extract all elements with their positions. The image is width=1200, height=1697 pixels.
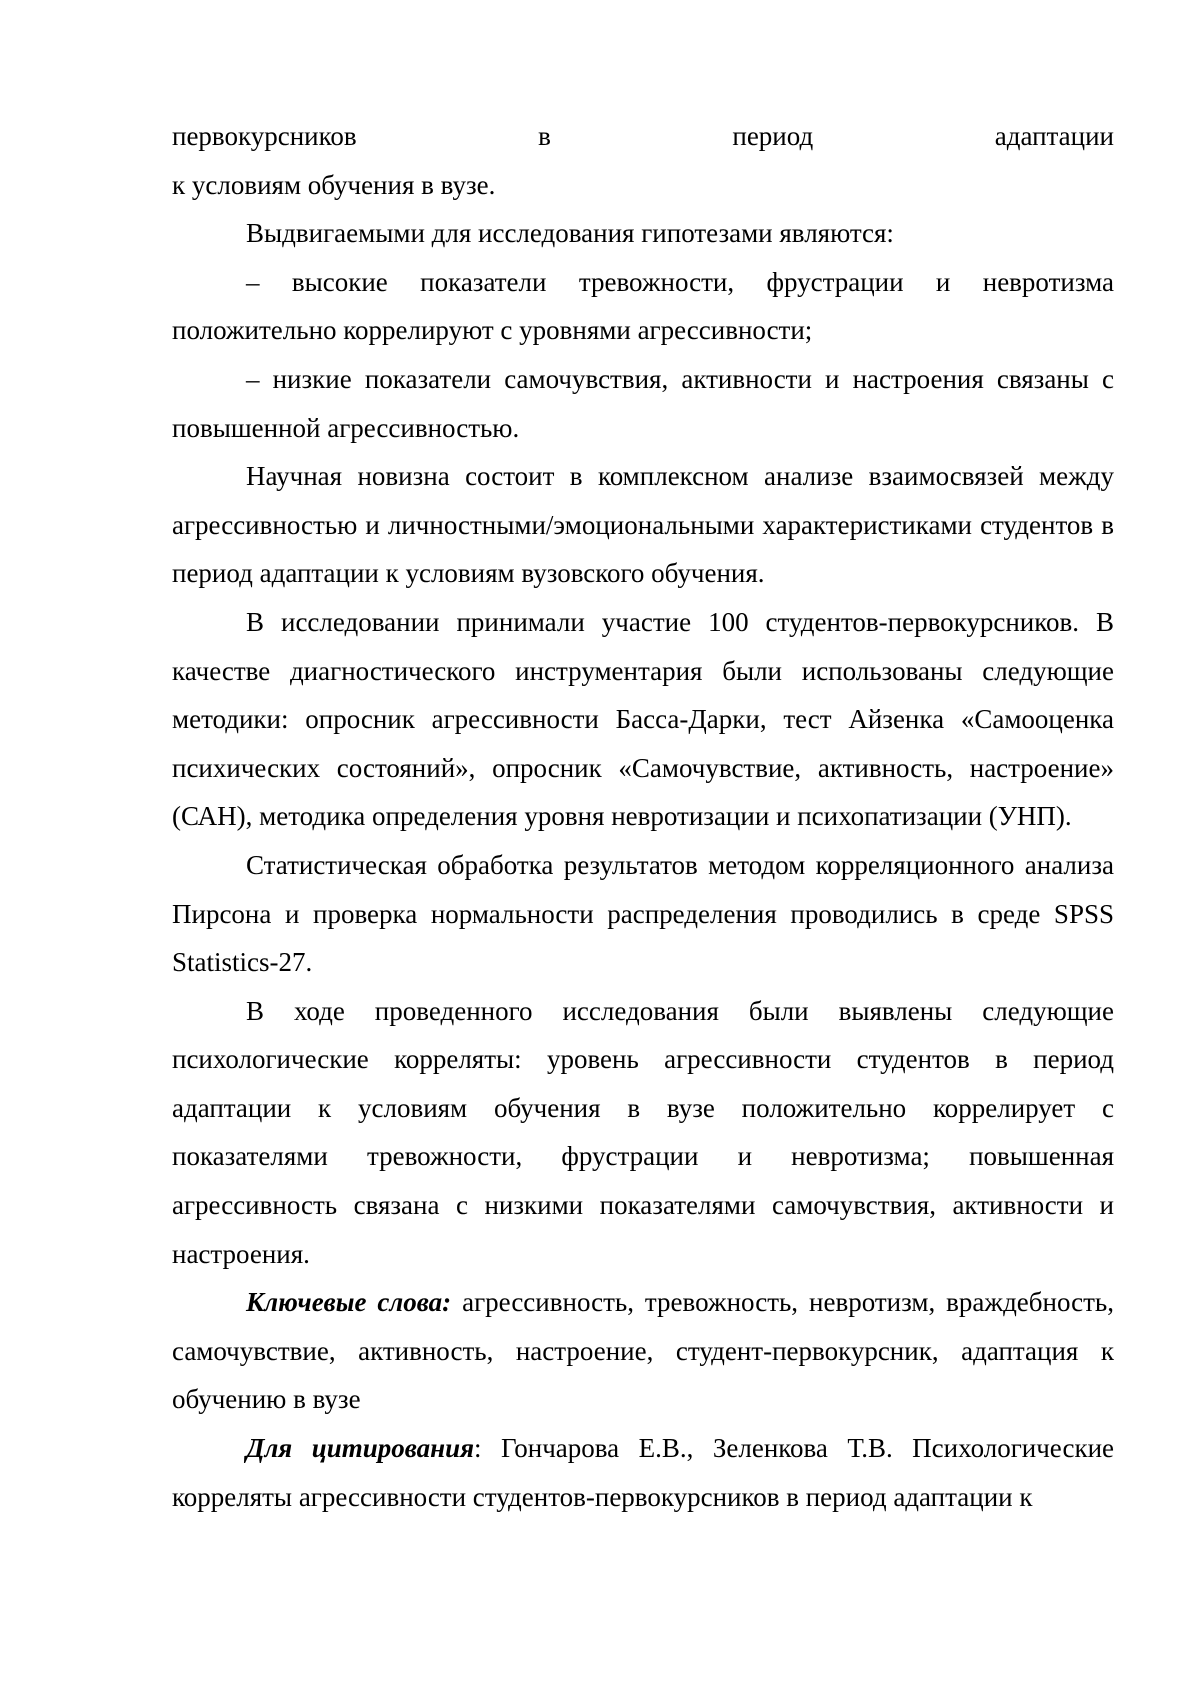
- paragraph-hypothesis-2: – низкие показатели самочувствия, активности и настроения связаны с повышенной агрессивностью.: [172, 355, 1114, 452]
- paragraph-hypotheses-intro: Выдвигаемыми для исследования гипотезами являются:: [172, 209, 1114, 258]
- paragraph-continuation: первокурсников в период адаптации: [172, 112, 1114, 161]
- paragraph-keywords: [172, 1278, 1114, 1424]
- citation-label: Для цитирования: [246, 1433, 474, 1463]
- paragraph-continuation-end: к условиям обучения в вузе.: [172, 161, 1114, 210]
- document-body: [172, 112, 1114, 1521]
- paragraph-novelty: Научная новизна состоит в комплексном анализе взаимосвязей между агрессивностью и личностными/эмоциональными характеристиками студентов в период адаптации к условиям вузовского обучения.: [172, 452, 1114, 598]
- keywords-text: агрессивность, тревожность, невротизм, враждебность, самочувствие, активность, настроение, студент-первокурсник, адаптация к обучению в вузе: [172, 1287, 1114, 1414]
- document-page: [0, 0, 1200, 1697]
- citation-text: : Гончарова Е.В., Зеленкова Т.В. Психологические корреляты агрессивности студентов-первокурсников в период адаптации к: [172, 1433, 1114, 1512]
- paragraph-statistics: Статистическая обработка результатов методом корреляционного анализа Пирсона и проверка нормальности распределения проводились в среде SPSS Statistics-27.: [172, 841, 1114, 987]
- paragraph-methods: В исследовании принимали участие 100 студентов-первокурсников. В качестве диагностического инструментария были использованы следующие методики: опросник агрессивности Басса-Дарки, тест Айзенка «Самооценка психических состояний», опросник «Самочувствие, активность, настроение» (САН), методика определения уровня невротизации и психопатизации (УНП).: [172, 598, 1114, 841]
- paragraph-hypothesis-1: – высокие показатели тревожности, фрустрации и невротизма положительно коррелируют с уровнями агрессивности;: [172, 258, 1114, 355]
- paragraph-results: В ходе проведенного исследования были выявлены следующие психологические корреляты: уровень агрессивности студентов в период адаптации к условиям обучения в вузе положительно коррелирует с показателями тревожности, фрустрации и невротизма; повышенная агрессивность связана с низкими показателями самочувствия, активности и настроения.: [172, 987, 1114, 1279]
- keywords-label: Ключевые слова:: [246, 1287, 451, 1317]
- paragraph-citation: [172, 1424, 1114, 1521]
